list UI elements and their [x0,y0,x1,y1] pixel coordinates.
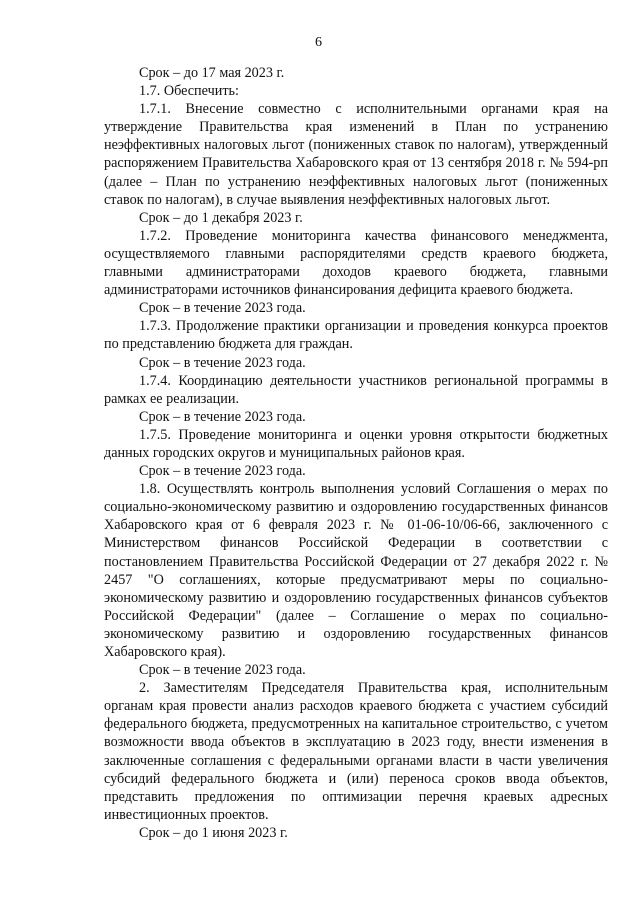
clause-paragraph: 1.7.4. Координацию деятельности участников региональной программы в рамках ее реализации. [104,372,608,407]
deadline-paragraph: Срок – до 17 мая 2023 г. [139,65,285,81]
deadline-paragraph: Срок – до 1 декабря 2023 г. [139,209,303,226]
clause-paragraph: 1.7.3. Продолжение практики организации и проведения конкурса проектов по представлению бюджета для граждан. [104,318,608,353]
deadline-paragraph: Срок – до 1 июня 2023 г. [139,824,288,841]
clause-paragraph: 2. Заместителям Председателя Правительства края, исполнительным органам края провести анализ расходов краевого бюджета с участием субсидий федерального бюджета, предусмотренных на капитальное строительство, с учетом возможности ввода объектов в эксплуатацию в 2023 году, внести изменения в заключенные соглашения с федеральными органами власти в части увеличения субсидий федерального бюджета и (или) переноса сроков ввода объектов, представить предложения по оптимизации перечня краевых адресных инвестиционных проектов. [104,680,608,823]
deadline-paragraph: Срок – в течение 2023 года. [139,300,306,317]
deadline-paragraph: Срок – в течение 2023 года. [139,354,306,371]
deadline-paragraph: Срок – в течение 2023 года. [139,463,306,480]
page-number: 6 [315,35,322,50]
clause-paragraph: 1.7.2. Проведение мониторинга качества финансового менеджмента, осуществляемого главными распорядителями средств краевого бюджета, главными администраторами доходов краевого бюджета, главными администраторами источников финансирования дефицита краевого бюджета. [104,227,608,299]
deadline-paragraph: Срок – в течение 2023 года. [139,408,306,425]
clause-paragraph: 1.7.5. Проведение мониторинга и оценки уровня открытости бюджетных данных городских округов и муниципальных районов края. [104,426,608,461]
document-body [104,64,608,842]
clause-paragraph: 1.7.1. Внесение совместно с исполнительными органами края на утверждение Правительства края изменений в План по устранению неэффективных налоговых льгот (пониженных ставок по налогам), утвержденный распоряжением Правительства Хабаровского края от 13 сентября 2018 г. № 594-рп (далее – План по устранению неэффективных налоговых льгот (пониженных ставок по налогам), в случае выявления неэффективных налоговых льгот. [104,101,608,208]
clause-paragraph: 1.7. Обеспечить: [139,83,239,100]
clause-paragraph: 1.8. Осуществлять контроль выполнения условий Соглашения о мерах по социально-экономическому развитию и оздоровлению государственных финансов Хабаровского края от 6 февраля 2023 г. № 01-06-10/06-66, заключенного с Министерством финансов Российской Федерации в соответствии с постановлением Правительства Российской Федерации от 27 декабря 2022 г. № 2457 "О соглашениях, которые предусматривают меры по социально-экономическому развитию и оздоровлению государственных финансов субъектов Российской Федерации" (далее – Соглашение о мерах по социально-экономическому развитию и оздоровлению государственных финансов Хабаровского края). [104,481,608,660]
deadline-paragraph: Срок – в течение 2023 года. [139,662,306,679]
